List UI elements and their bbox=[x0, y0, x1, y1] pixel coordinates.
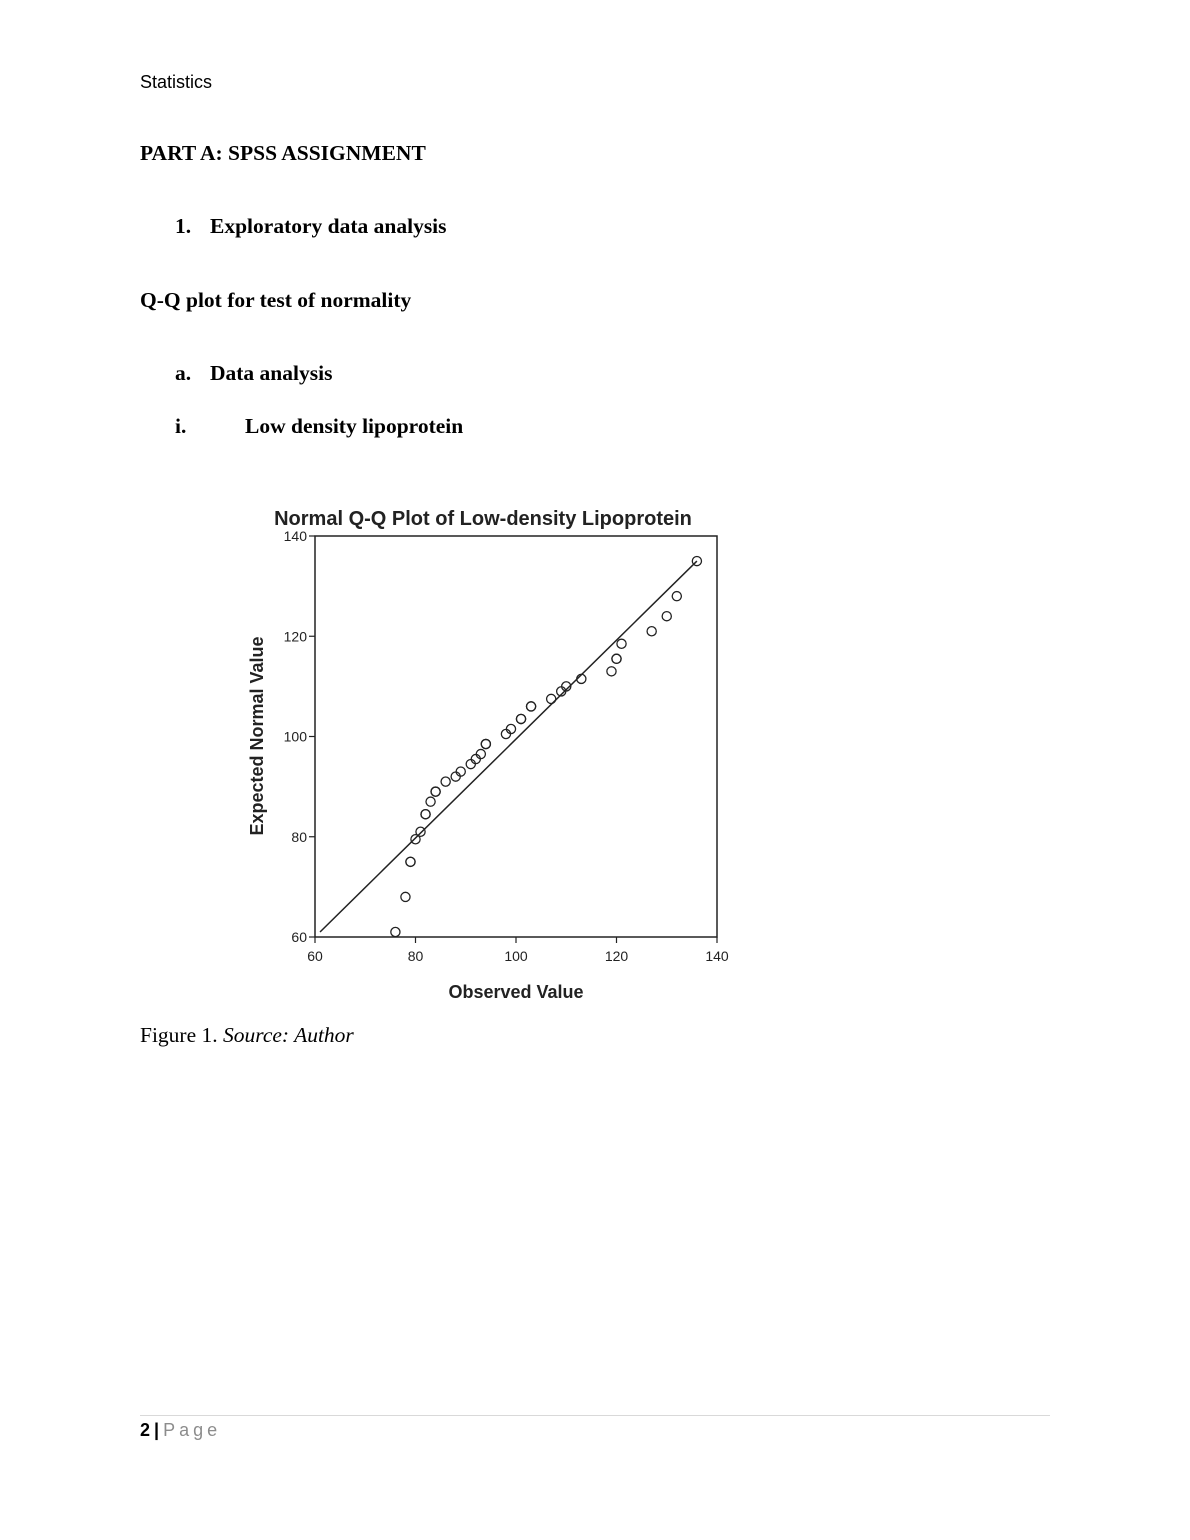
data-point bbox=[471, 754, 480, 763]
list-item-exploratory bbox=[175, 214, 447, 239]
data-point bbox=[421, 810, 430, 819]
x-axis-label: Observed Value bbox=[448, 982, 584, 1002]
y-tick-label: 60 bbox=[291, 929, 307, 945]
data-point bbox=[401, 892, 410, 901]
subsection-title: Q-Q plot for test of normality bbox=[140, 288, 412, 312]
x-tick-label: 100 bbox=[504, 948, 528, 964]
data-point bbox=[617, 639, 626, 648]
data-point bbox=[672, 592, 681, 601]
x-tick-label: 60 bbox=[307, 948, 323, 964]
data-point bbox=[476, 749, 485, 758]
list-item-ldl bbox=[175, 414, 463, 439]
data-point bbox=[426, 797, 435, 806]
qq-plot-figure bbox=[225, 495, 745, 1015]
y-tick-label: 100 bbox=[283, 728, 307, 745]
footer-divider bbox=[140, 1415, 1050, 1416]
figure-source: Source: Author bbox=[223, 1023, 354, 1047]
data-point bbox=[391, 927, 400, 936]
footer-separator: | bbox=[154, 1420, 160, 1440]
page-number: 2 bbox=[140, 1420, 151, 1440]
qq-plot-chart bbox=[225, 495, 745, 1015]
y-tick-label: 80 bbox=[291, 828, 307, 845]
list-text: Exploratory data analysis bbox=[210, 214, 447, 238]
data-points bbox=[391, 556, 702, 936]
y-tick-label: 140 bbox=[283, 528, 307, 544]
data-point bbox=[441, 777, 450, 786]
list-number: 1. bbox=[175, 214, 192, 238]
data-point bbox=[547, 694, 556, 703]
axis-ticks bbox=[284, 528, 729, 964]
section-title: PART A: SPSS ASSIGNMENT bbox=[140, 141, 426, 165]
data-point bbox=[451, 772, 460, 781]
list-letter: a. bbox=[175, 361, 192, 385]
x-tick-label: 80 bbox=[407, 948, 424, 964]
data-point bbox=[466, 759, 475, 768]
y-axis-label: Expected Normal Value bbox=[247, 636, 267, 836]
data-point bbox=[516, 714, 525, 723]
figure-caption bbox=[140, 1023, 354, 1048]
data-point bbox=[647, 627, 656, 636]
data-point bbox=[406, 857, 415, 866]
data-point bbox=[526, 702, 535, 711]
data-point bbox=[431, 787, 440, 796]
data-point bbox=[506, 724, 515, 733]
reference-line bbox=[320, 561, 697, 932]
data-point bbox=[501, 729, 510, 738]
page-footer bbox=[140, 1420, 221, 1441]
list-roman: i. bbox=[175, 414, 187, 438]
data-point bbox=[692, 556, 701, 565]
running-header: Statistics bbox=[140, 72, 213, 92]
x-tick-label: 140 bbox=[705, 948, 729, 964]
data-point bbox=[612, 654, 621, 663]
data-point bbox=[662, 612, 671, 621]
list-item-data-analysis bbox=[175, 361, 332, 386]
y-tick-label: 120 bbox=[283, 628, 307, 645]
data-point bbox=[607, 667, 616, 676]
chart-title: Normal Q-Q Plot of Low-density Lipoprotein bbox=[274, 508, 692, 530]
list-text: Data analysis bbox=[210, 361, 333, 385]
data-point bbox=[481, 739, 490, 748]
list-text: Low density lipoprotein bbox=[245, 414, 464, 438]
data-point bbox=[456, 767, 465, 776]
page-word: Page bbox=[163, 1420, 222, 1440]
figure-label: Figure 1. bbox=[140, 1023, 218, 1047]
data-point bbox=[416, 827, 425, 836]
x-tick-label: 120 bbox=[604, 948, 629, 964]
